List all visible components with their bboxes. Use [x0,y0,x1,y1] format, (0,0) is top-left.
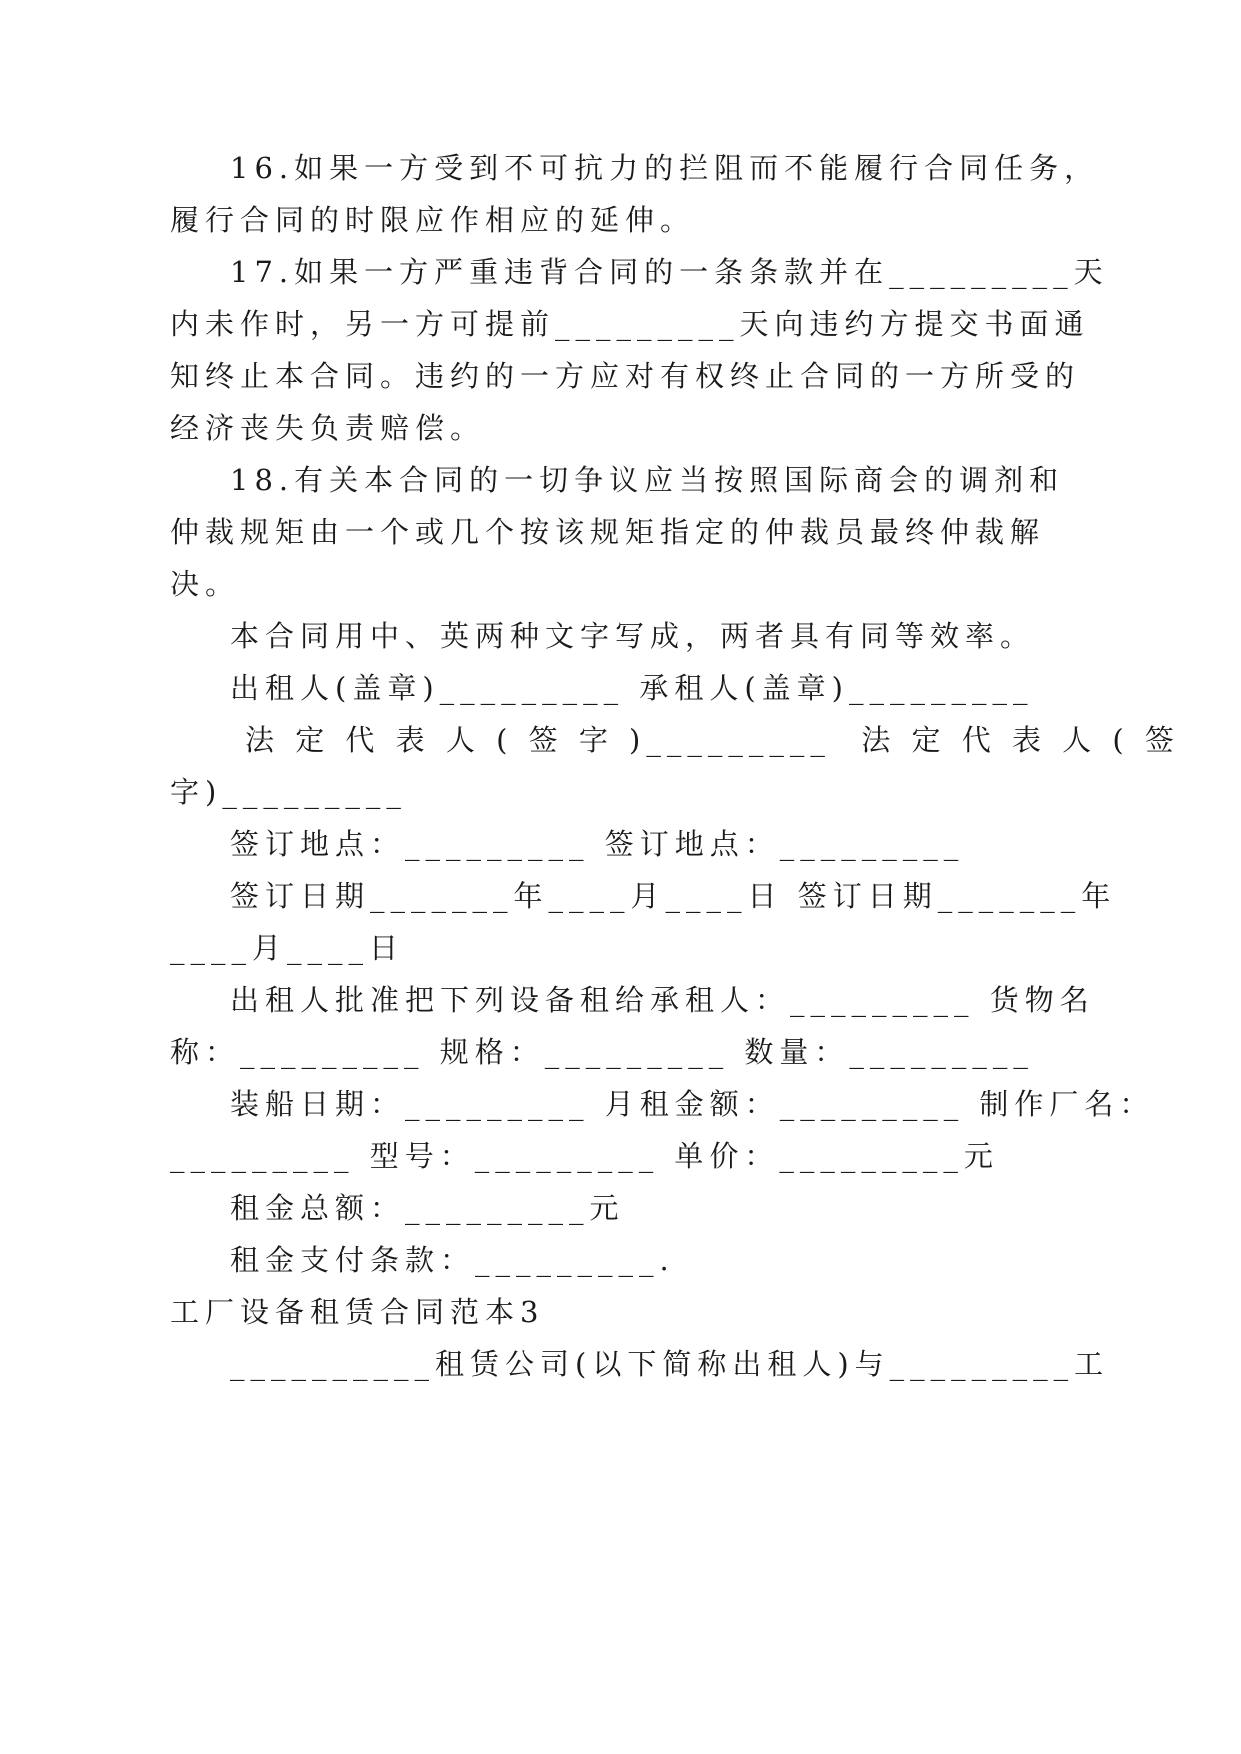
signature-line: 出租人(盖章)_________ 承租人(盖章)_________ [230,671,1034,705]
signature-line: 字)_________ [170,775,407,809]
rent-total-line: 租金总额：_________元 [230,1191,625,1225]
signing-date-line: ____月____日 [170,931,405,965]
paragraph-line: 17.如果一方严重违背合同的一条条款并在_________天 [230,255,1109,289]
equipment-line: 装船日期：_________ 月租金额：_________ 制作厂名： [230,1087,1155,1121]
signing-place-line: 签订地点：_________ 签订地点：_________ [230,827,965,861]
signing-date-line: 签订日期_______年____月____日 签订日期_______年 [230,879,1117,913]
rent-terms-line: 租金支付条款：_________. [230,1243,675,1277]
equipment-line: 称：_________ 规格：_________ 数量：_________ [170,1035,1034,1069]
paragraph-line: 内未作时，另一方可提前_________天向违约方提交书面通 [170,307,1090,341]
equipment-line: 出租人批准把下列设备租给承租人：_________ 货物名 [230,983,1095,1017]
paragraph-line: 决。 [170,567,241,601]
paragraph-line: 履行合同的时限应作相应的延伸。 [170,203,696,237]
paragraph-line: 仲裁规矩由一个或几个按该规矩指定的仲裁员最终仲裁解 [170,515,1046,549]
paragraph-line: 经济丧失负责赔偿。 [170,411,486,445]
signature-line: 法 定 代 表 人 ( 签 字 )_________ 法 定 代 表 人 ( 签 [245,723,1180,757]
paragraph-line: 知终止本合同。违约的一方应对有权终止合同的一方所受的 [170,359,1081,393]
paragraph-line: __________租赁公司(以下简称出租人)与_________工 [230,1347,1110,1381]
paragraph-line: 16.如果一方受到不可抗力的拦阻而不能履行合同任务， [230,151,1100,185]
paragraph-line: 本合同用中、英两种文字写成，两者具有同等效率。 [230,619,1036,653]
equipment-line: _________ 型号：_________ 单价：_________元 [170,1139,999,1173]
section-heading: 工厂设备租赁合同范本3 [170,1295,545,1329]
paragraph-line: 18.有关本合同的一切争议应当按照国际商会的调剂和 [230,463,1065,497]
